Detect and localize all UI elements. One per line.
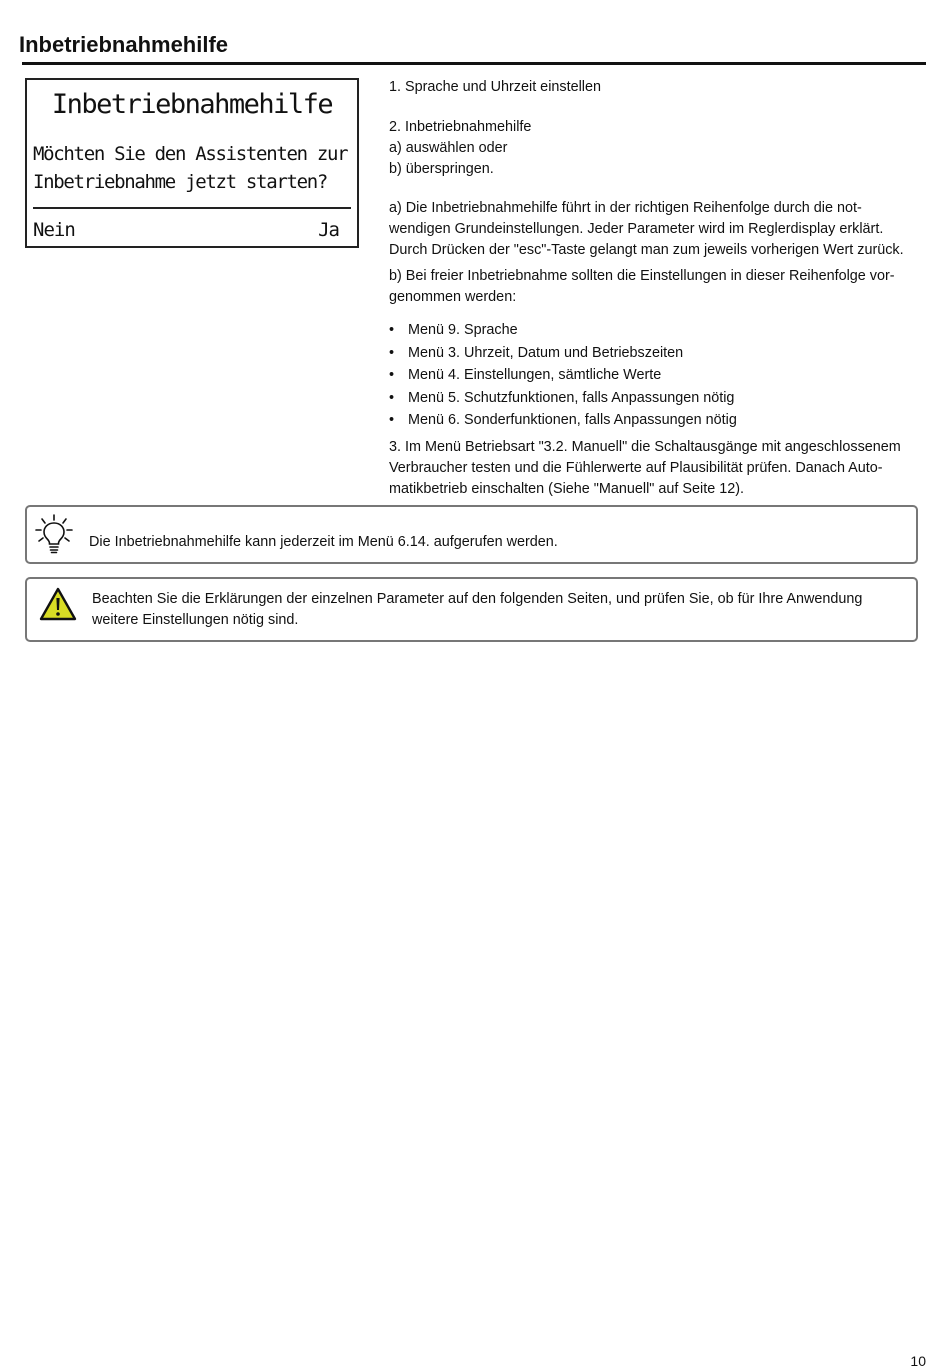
tip-text: Die Inbetriebnahmehilfe kann jederzeit im Menü 6.14. aufgerufen werden. [89, 534, 558, 550]
title-divider [22, 62, 926, 65]
list-item-label: Menü 5. Schutzfunktionen, falls Anpassungen nötig [408, 389, 735, 406]
paragraph-b [389, 266, 929, 308]
tip-box [25, 505, 918, 564]
display-title: Inbetriebnahmehilfe [51, 89, 333, 120]
step-2-option-a: a) auswählen oder [389, 140, 508, 156]
paragraph-a-line: Durch Drücken der "esc"-Taste gelangt man zum jeweils vorherigen Wert zurück. [389, 242, 904, 258]
bullet-icon: • [389, 344, 395, 361]
warning-icon [39, 587, 77, 621]
list-item [389, 364, 737, 387]
list-item [389, 319, 737, 342]
display-yes-option: Ja [318, 219, 339, 241]
step-2-heading: 2. Inbetriebnahmehilfe [389, 119, 532, 135]
bullet-icon: • [389, 322, 395, 338]
step-2-block [389, 117, 929, 180]
lightbulb-icon [33, 513, 75, 555]
step-3-line: matikbetrieb einschalten (Siehe "Manuell" auf Seite 12). [389, 481, 744, 497]
warning-text: Beachten Sie die Erklärungen der einzelnen Parameter auf den folgenden Seiten, und prüfen Sie, ob für Ihre Anwendung weitere Einstellungen nötig sind. [92, 591, 863, 628]
step-3-line: Verbraucher testen und die Fühlerwerte auf Plausibilität prüfen. Danach Auto- [389, 460, 883, 476]
paragraph-b-line: b) Bei freier Inbetriebnahme sollten die Einstellungen in dieser Reihenfolge vor- [389, 268, 895, 284]
display-divider [33, 207, 351, 209]
paragraph-a-line: a) Die Inbetriebnahmehilfe führt in der richtigen Reihenfolge durch die not- [389, 200, 862, 216]
controller-display [25, 78, 359, 248]
warning-box [25, 577, 918, 642]
step-2-option-b: b) überspringen. [389, 161, 494, 177]
menu-order-list [389, 319, 737, 432]
bullet-icon: • [389, 412, 395, 428]
step-1-text: 1. Sprache und Uhrzeit einstellen [389, 79, 601, 95]
list-item [389, 409, 737, 432]
display-no-option: Nein [33, 219, 75, 241]
page-number: 10 [910, 1353, 926, 1369]
bullet-icon: • [389, 389, 395, 406]
paragraph-a [389, 198, 929, 261]
step-3-text [389, 437, 929, 500]
step-3-line: 3. Im Menü Betriebsart "3.2. Manuell" die Schaltausgänge mit angeschlossenem [389, 439, 901, 455]
list-item-label: Menü 4. Einstellungen, sämtliche Werte [408, 367, 662, 383]
list-item [389, 387, 737, 410]
list-item-label: Menü 6. Sonderfunktionen, falls Anpassungen nötig [408, 412, 737, 428]
list-item [389, 342, 737, 365]
bullet-icon: • [389, 367, 395, 383]
list-item-label: Menü 3. Uhrzeit, Datum und Betriebszeiten [408, 344, 684, 361]
paragraph-a-line: wendigen Grundeinstellungen. Jeder Parameter wird im Reglerdisplay erklärt. [389, 221, 884, 237]
list-item-label: Menü 9. Sprache [408, 322, 518, 338]
display-question: Möchten Sie den Assistenten zur Inbetriebnahme jetzt starten? [33, 143, 348, 193]
page-title: Inbetriebnahmehilfe [19, 32, 229, 57]
paragraph-b-line: genommen werden: [389, 289, 517, 305]
